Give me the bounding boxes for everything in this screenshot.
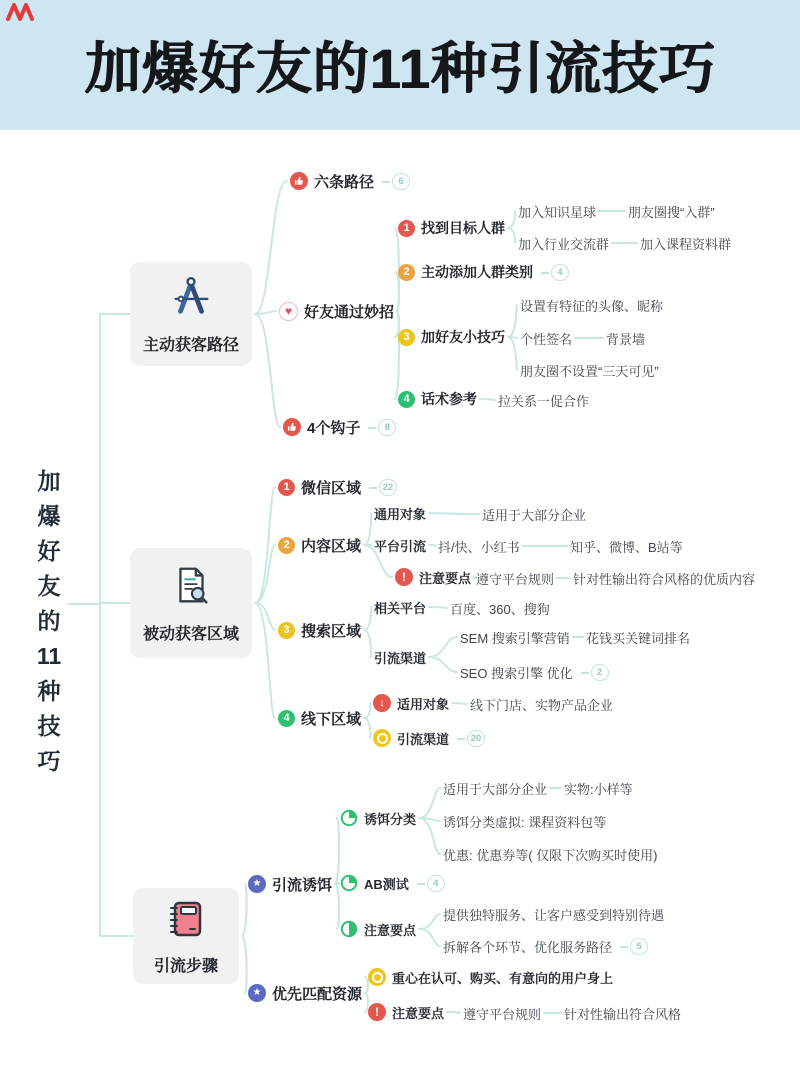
- node-search-area: [278, 619, 361, 641]
- node-label: 线下区域: [301, 710, 362, 728]
- node-label: 注意要点: [364, 922, 417, 938]
- node-label: 朋友圈搜“入群”: [628, 204, 715, 220]
- number-4-badge: 4: [278, 710, 295, 727]
- node-label: 4个钩子: [307, 419, 361, 437]
- node-label: 遵守平台规则: [463, 1006, 542, 1022]
- node-flow-channel: [374, 646, 426, 668]
- warning-icon: [368, 1003, 386, 1021]
- ring-icon: [368, 968, 386, 986]
- node-flow-bait: [248, 873, 332, 895]
- node-background-wall: [606, 327, 645, 349]
- node-label: 拆解各个环节、优化服务路径: [443, 939, 613, 955]
- node-optimize-path: [443, 935, 648, 957]
- number-1-badge: 1: [398, 220, 415, 237]
- node-douyin-xiaohongshu: [438, 535, 520, 557]
- node-avatar-nick: [520, 294, 663, 316]
- pie-chart-icon: [340, 809, 358, 827]
- node-label: 遵守平台规则: [476, 571, 555, 587]
- root-char: 好: [37, 538, 61, 564]
- node-label: SEM 搜索引擎营销: [460, 630, 570, 646]
- number-1-badge: 1: [278, 479, 295, 496]
- pie-chart-icon: [340, 874, 358, 892]
- root-char: 11: [36, 643, 62, 669]
- node-label: 设置有特征的头像、昵称: [520, 298, 664, 314]
- node-label: 找到目标人群: [421, 220, 505, 236]
- node-follow-rules: [463, 1002, 541, 1024]
- node-moments-3day: [520, 359, 659, 381]
- node-offline-shops: [470, 693, 613, 715]
- compass-icon: [168, 274, 214, 325]
- node-targeted-output: [573, 567, 755, 589]
- node-content-area: [278, 534, 361, 556]
- branch-card-passive: [130, 548, 252, 658]
- node-label: 优先匹配资源: [272, 985, 363, 1003]
- root-char: 友: [37, 573, 61, 599]
- node-join-course: [640, 232, 731, 254]
- heart-icon: [279, 302, 298, 321]
- node-general-target: [374, 502, 426, 524]
- node-label: 实物:小样等: [564, 781, 633, 797]
- node-label: 加好友小技巧: [421, 329, 505, 345]
- red-zigzag-decoration: [6, 1, 36, 26]
- node-label: 花钱买关键词排名: [586, 630, 691, 646]
- node-signature: [520, 327, 572, 349]
- count-badge: 5: [630, 938, 648, 955]
- node-unique-service: [443, 903, 664, 925]
- node-label: 注意要点: [392, 1005, 445, 1021]
- pie-chart-icon: [340, 920, 358, 938]
- node-buy-keywords: [586, 626, 690, 648]
- branch-card-label: 被动获客区域: [142, 625, 239, 643]
- node-match-resources: [248, 982, 362, 1004]
- node-label: 针对性输出符合风格的优质内容: [573, 571, 756, 587]
- node-content-notes: [395, 566, 471, 588]
- branch-card-label: 主动获客路径: [142, 336, 239, 354]
- node-label: 通用对象: [374, 506, 427, 522]
- node-label: 适用于大部分企业: [443, 781, 548, 797]
- root-char: 的: [37, 608, 61, 634]
- node-label: 引流诱饵: [272, 876, 333, 894]
- branch-card-label: 引流步骤: [153, 957, 218, 975]
- number-3-badge: 3: [398, 329, 415, 346]
- root-char: 种: [37, 678, 61, 704]
- node-label: 主动添加人群类别: [421, 264, 533, 280]
- count-badge: 8: [378, 419, 396, 436]
- node-label: 知乎、微博、B站等: [570, 539, 683, 555]
- node-label: 诱饵分类虚拟: 课程资料包等: [443, 814, 607, 830]
- node-bait-category: [340, 807, 416, 829]
- branch-card-active: [130, 262, 252, 366]
- root-char: 加: [37, 468, 61, 494]
- count-badge: 4: [427, 875, 445, 892]
- root-char: 技: [37, 713, 61, 739]
- root-char: 爆: [37, 503, 61, 529]
- node-moments-search: [628, 200, 715, 222]
- node-friend-tricks: [279, 300, 394, 322]
- node-label: 抖/快、小红书: [438, 539, 520, 555]
- count-badge: 20: [467, 730, 485, 747]
- node-script-reference: [398, 388, 477, 410]
- node-join-zsxq: [518, 200, 596, 222]
- node-label: 加入行业交流群: [518, 236, 610, 252]
- node-wechat-area: [278, 476, 397, 498]
- node-label: 重心在认可、购买、有意向的用户身上: [392, 970, 614, 986]
- node-add-category: [398, 261, 569, 283]
- node-physical-sample: [564, 777, 633, 799]
- node-virtual-bait: [443, 810, 606, 832]
- count-badge: 2: [591, 664, 609, 681]
- root-char: 巧: [37, 748, 61, 774]
- node-six-paths: [290, 170, 410, 192]
- node-label: 搜索区域: [301, 622, 362, 640]
- node-label: 优惠: 优惠券等( 仅限下次购买时使用): [443, 847, 658, 863]
- thumbs-up-icon: [283, 418, 301, 436]
- node-bait-notes: [340, 918, 416, 940]
- node-label: 拉关系一促合作: [498, 393, 590, 409]
- node-final-notes: [368, 1001, 444, 1023]
- node-platform-flow: [374, 534, 426, 556]
- node-related-platforms: [374, 596, 426, 618]
- node-join-industry: [518, 232, 609, 254]
- node-label: 线下门店、实物产品企业: [470, 697, 614, 713]
- star-icon: [248, 875, 266, 893]
- node-coupon: [443, 843, 658, 865]
- branch-card-steps: [133, 888, 239, 984]
- node-add-tips: [398, 326, 505, 348]
- node-label: 话术参考: [421, 391, 477, 407]
- node-apply-target: [373, 692, 449, 714]
- node-relation: [498, 389, 589, 411]
- node-zhihu-weibo: [570, 535, 683, 557]
- node-label: 提供独特服务、让客户感受到特别待遇: [443, 907, 665, 923]
- document-search-icon: [168, 563, 214, 614]
- node-label: 好友通过妙招: [304, 303, 395, 321]
- node-label: 加入知识星球: [518, 204, 597, 220]
- poster-title: 加爆好友的11种引流技巧: [84, 37, 716, 100]
- node-seo: [460, 661, 609, 683]
- node-label: 适用于大部分企业: [482, 507, 587, 523]
- node-offline-area: [278, 707, 361, 729]
- node-label: 个性签名: [520, 331, 573, 347]
- number-2-badge: 2: [278, 537, 295, 554]
- node-label: 内容区域: [301, 537, 362, 555]
- node-label: SEO 搜索引擎 优化: [460, 665, 573, 681]
- ring-icon: [373, 729, 391, 747]
- node-label: 针对性输出符合风格: [564, 1006, 682, 1022]
- node-sem: [460, 626, 570, 648]
- count-badge: 6: [392, 173, 410, 190]
- thumbs-up-icon: [290, 172, 308, 190]
- notebook-icon: [164, 897, 208, 946]
- node-label: 微信区域: [301, 479, 362, 497]
- node-baidu-360-sogou: [450, 597, 550, 619]
- node-label: 适用对象: [397, 696, 450, 712]
- node-label: 六条路径: [314, 173, 375, 191]
- count-badge: 4: [551, 264, 569, 281]
- star-icon: [248, 984, 266, 1002]
- node-label: 诱饵分类: [364, 811, 417, 827]
- node-four-hooks: [283, 416, 396, 438]
- node-find-target: [398, 217, 505, 239]
- node-label: 注意要点: [419, 570, 472, 586]
- node-targeted-output: [564, 1002, 681, 1024]
- node-follow-rules: [476, 567, 554, 589]
- down-arrow-icon: [373, 694, 391, 712]
- node-ab-test: [340, 872, 445, 894]
- node-label: AB测试: [364, 876, 409, 892]
- node-fit-most: [443, 777, 547, 799]
- node-label: 加入课程资料群: [640, 236, 732, 252]
- warning-icon: [395, 568, 413, 586]
- number-4-badge: 4: [398, 391, 415, 408]
- node-label: 相关平台: [374, 600, 427, 616]
- node-focus-users: [368, 966, 613, 988]
- poster-header: [0, 0, 800, 130]
- node-label: 背景墙: [606, 331, 646, 347]
- node-label: 百度、360、搜狗: [450, 601, 550, 617]
- number-3-badge: 3: [278, 622, 295, 639]
- root-node: [26, 464, 72, 779]
- number-2-badge: 2: [398, 264, 415, 281]
- node-label: 朋友圈不设置“三天可见”: [520, 363, 659, 379]
- count-badge: 22: [379, 479, 397, 496]
- node-label: 引流渠道: [397, 731, 450, 747]
- node-offline-channel: [373, 727, 485, 749]
- node-label: 引流渠道: [374, 650, 427, 666]
- node-label: 平台引流: [374, 538, 427, 554]
- node-fit-most: [482, 503, 586, 525]
